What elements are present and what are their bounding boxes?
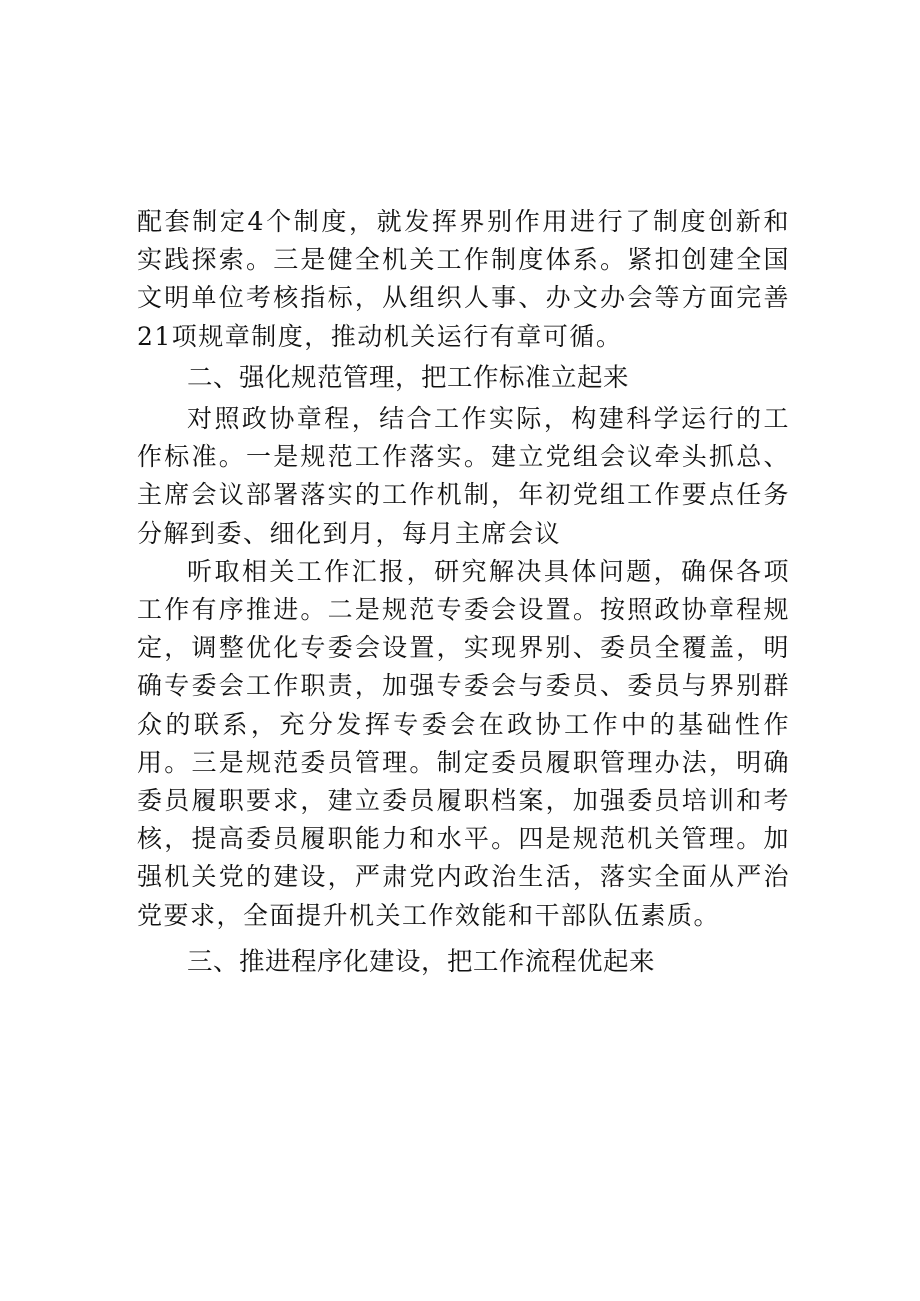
paragraph-continuation: 配套制定4个制度，就发挥界别作用进行了制度创新和实践探索。三是健全机关工作制度体系。紧扣创建全国文明单位考核指标，从组织人事、办文办会等方面完善21项规章制度，推动机关运行有章可循。	[137, 207, 790, 351]
paragraph-standards: 对照政协章程，结合工作实际，构建科学运行的工作标准。一是规范工作落实。建立党组会议牵头抓总、主席会议部署落实的工作机制，年初党组工作要点任务分解到委、细化到月，每月主席会议	[137, 404, 790, 548]
section-heading-2: 二、强化规范管理，把工作标准立起来	[187, 362, 630, 393]
paragraph-standards-continued: 听取相关工作汇报，研究解决具体问题，确保各项工作有序推进。二是规范专委会设置。按照政协章程规定，调整优化专委会设置，实现界别、委员全覆盖，明确专委会工作职责，加强专委会与委员、委员与界别群众的联系，充分发挥专委会在政协工作中的基础性作用。三是规范委员管理。制定委员履职管理办法，明确委员履职要求，建立委员履职档案，加强委员培训和考核，提高委员履职能力和水平。四是规范机关管理。加强机关党的建设，严肃党内政治生活，落实全面从严治党要求，全面提升机关工作效能和干部队伍素质。	[137, 556, 790, 930]
section-heading-3: 三、推进程序化建设，把工作流程优起来	[187, 946, 656, 977]
document-body	[137, 203, 790, 981]
